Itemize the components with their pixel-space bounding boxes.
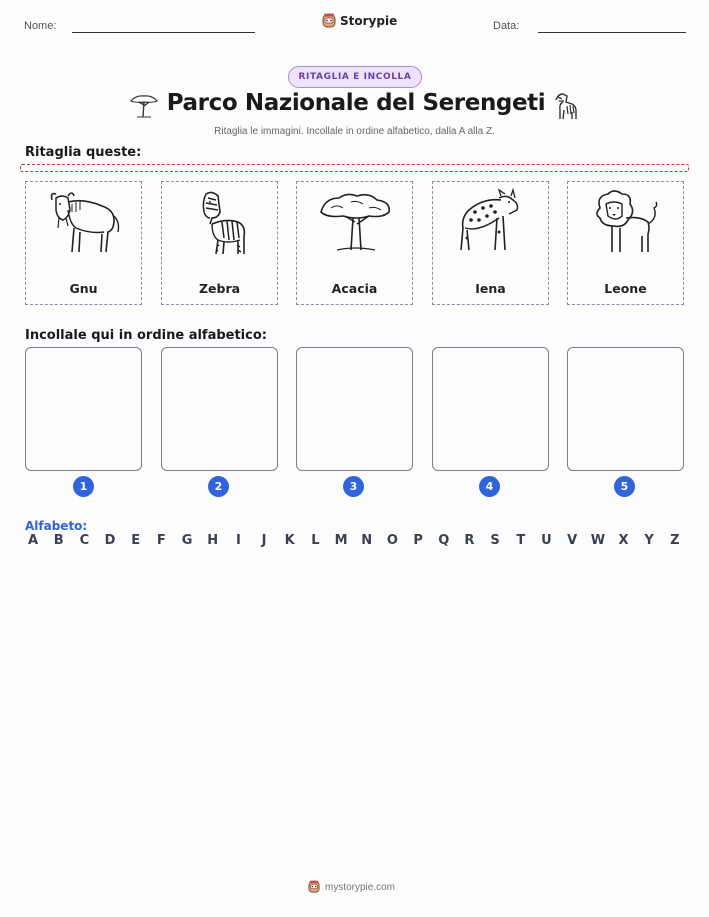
alphabet-letter: C bbox=[79, 533, 90, 548]
cut-section-heading: Ritaglia queste: bbox=[25, 145, 142, 160]
acacia-title-icon bbox=[128, 92, 160, 120]
cut-line bbox=[20, 164, 689, 172]
alphabet-letter: H bbox=[207, 533, 219, 548]
alphabet-letter: G bbox=[181, 533, 193, 548]
zebra-icon bbox=[182, 188, 258, 258]
name-line bbox=[72, 32, 255, 33]
card-label: Zebra bbox=[198, 281, 241, 296]
activity-badge: RITAGLIA E INCOLLA bbox=[288, 66, 422, 88]
number-badge-2: 2 bbox=[208, 476, 229, 497]
alphabet-letter: K bbox=[284, 533, 295, 548]
alphabet-letter: Y bbox=[644, 533, 654, 548]
alphabet-letter: W bbox=[590, 533, 606, 548]
alphabet-letter: O bbox=[386, 533, 398, 548]
alphabet-letter: M bbox=[334, 533, 348, 548]
alphabet-letter: P bbox=[413, 533, 423, 548]
alphabet-letter: Q bbox=[438, 533, 450, 548]
alphabet-letter: S bbox=[490, 533, 500, 548]
paste-box-1[interactable] bbox=[25, 347, 142, 471]
number-badge-5: 5 bbox=[614, 476, 635, 497]
footer bbox=[308, 880, 395, 894]
alphabet-letter: A bbox=[27, 533, 39, 548]
cut-card-zebra[interactable] bbox=[161, 181, 278, 305]
paste-box-4[interactable] bbox=[432, 347, 549, 471]
alphabet-letter: D bbox=[104, 533, 116, 548]
cut-card-gnu[interactable] bbox=[25, 181, 142, 305]
instructions: Ritaglia le immagini. Incollale in ordine alfabetico, dalla A alla Z. bbox=[214, 126, 495, 137]
alphabet-heading: Alfabeto: bbox=[25, 519, 88, 533]
lion-icon bbox=[588, 188, 664, 258]
alphabet-letter: X bbox=[618, 533, 629, 548]
acacia-tree-icon bbox=[317, 188, 393, 258]
brand-logo bbox=[322, 13, 397, 29]
cut-card-leone[interactable] bbox=[567, 181, 684, 305]
alphabet-letter: F bbox=[156, 533, 166, 548]
footer-url[interactable]: mystorypie.com bbox=[325, 881, 396, 893]
number-badge-1: 1 bbox=[73, 476, 94, 497]
wildebeest-icon bbox=[46, 188, 122, 258]
card-label: Acacia bbox=[331, 281, 378, 296]
zebra-title-icon bbox=[550, 90, 582, 122]
brand-name: Storypie bbox=[340, 14, 398, 28]
card-label: Iena bbox=[475, 281, 506, 296]
number-badge-4: 4 bbox=[479, 476, 500, 497]
page-title: Parco Nazionale del Serengeti bbox=[166, 90, 546, 116]
number-badge-3: 3 bbox=[343, 476, 364, 497]
card-label: Gnu bbox=[69, 281, 98, 296]
storypie-mascot-icon bbox=[322, 13, 336, 29]
cut-card-acacia[interactable] bbox=[296, 181, 413, 305]
card-label: Leone bbox=[604, 281, 647, 296]
cut-card-iena[interactable] bbox=[432, 181, 549, 305]
paste-section-heading: Incollale qui in ordine alfabetico: bbox=[25, 328, 267, 343]
alphabet-letter: T bbox=[516, 533, 526, 548]
hyena-icon bbox=[453, 188, 529, 258]
paste-box-5[interactable] bbox=[567, 347, 684, 471]
storypie-mascot-icon bbox=[308, 880, 320, 894]
alphabet-letter: I bbox=[235, 533, 241, 548]
alphabet-letter: E bbox=[131, 533, 141, 548]
paste-box-2[interactable] bbox=[161, 347, 278, 471]
alphabet-letter: V bbox=[567, 533, 578, 548]
alphabet-row bbox=[26, 533, 682, 548]
alphabet-letter: J bbox=[261, 533, 267, 548]
paste-box-3[interactable] bbox=[296, 347, 413, 471]
alphabet-letter: N bbox=[361, 533, 373, 548]
name-label: Nome: bbox=[24, 20, 57, 32]
date-line bbox=[538, 32, 686, 33]
alphabet-letter: U bbox=[541, 533, 552, 548]
alphabet-letter: R bbox=[464, 533, 475, 548]
alphabet-letter: L bbox=[311, 533, 320, 548]
alphabet-letter: B bbox=[53, 533, 64, 548]
alphabet-letter: Z bbox=[670, 533, 680, 548]
date-label: Data: bbox=[493, 20, 520, 32]
